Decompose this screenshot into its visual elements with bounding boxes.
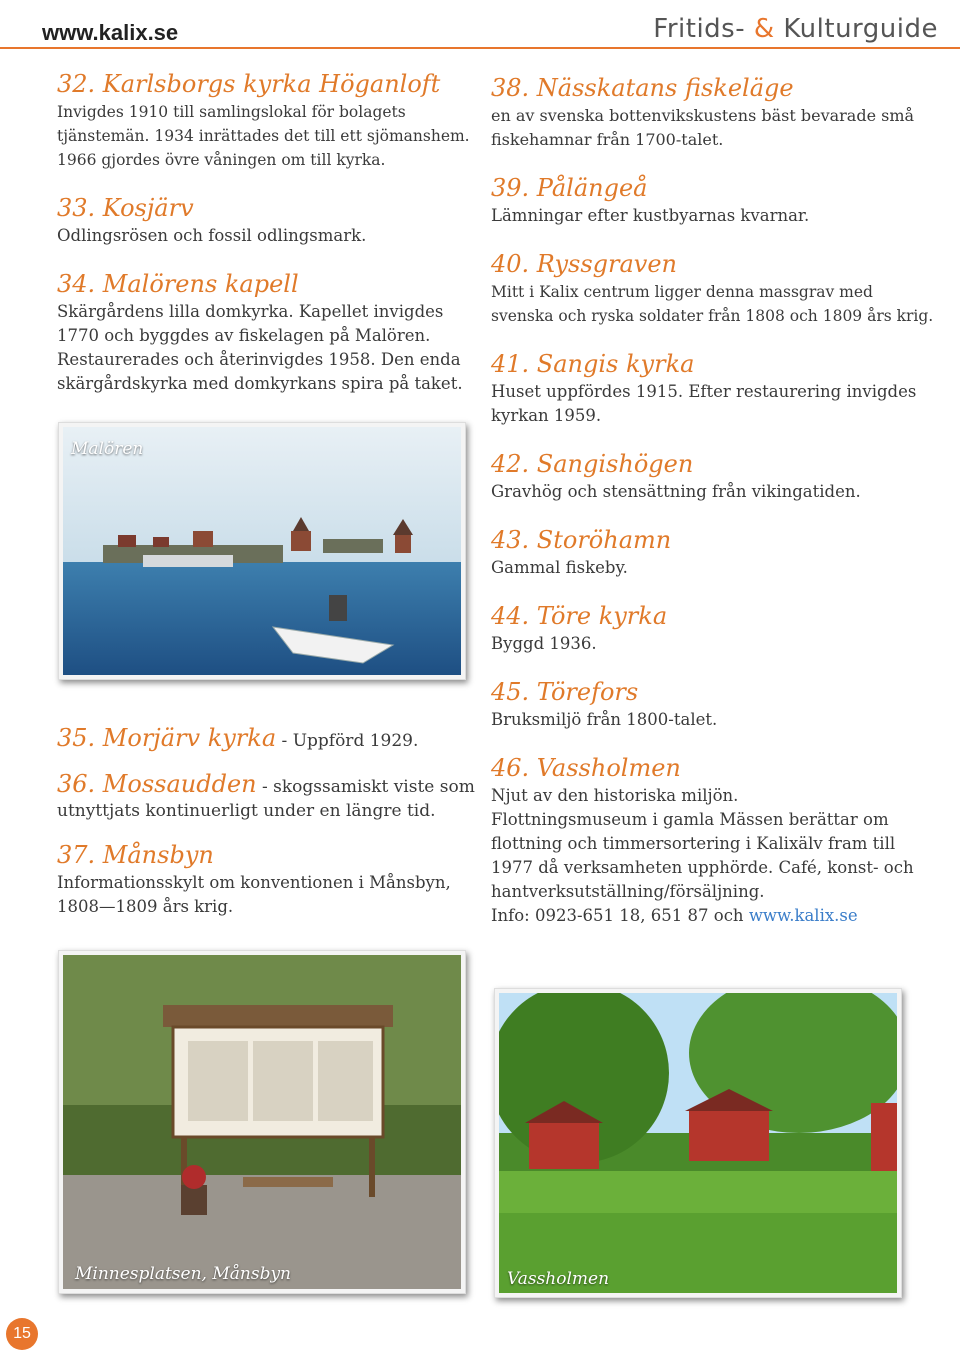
entry-37-text: Informationsskylt om konventionen i Månsbyn, 1808—1809 års krig. xyxy=(57,873,451,916)
right-column xyxy=(491,74,936,950)
maloren-photo-image xyxy=(63,427,461,675)
photo-mansbyn xyxy=(58,950,466,1294)
entry-43-title: 43. Storöhamn xyxy=(491,526,672,554)
entry-35-title: 35. Morjärv kyrka xyxy=(57,724,277,752)
entry-39-title: 39. Pålängeå xyxy=(491,174,648,202)
entry-34-title: 34. Malörens kapell xyxy=(57,270,299,298)
entry-33-text: Odlingsrösen och fossil odlingsmark. xyxy=(57,226,367,245)
guide-title xyxy=(653,14,938,44)
entry-32-text: Invigdes 1910 till samlingslokal för bolagets tjänstemän. 1934 inrättades det till ett sjömanshem. 1966 gjordes övre våningen om till kyrka. xyxy=(57,103,470,169)
entry-33 xyxy=(57,194,477,248)
caption-mansbyn: Minnesplatsen, Månsbyn xyxy=(75,1264,292,1284)
entry-35-text: - Uppförd 1929. xyxy=(276,731,419,751)
entry-37 xyxy=(57,841,477,919)
entry-45-text: Bruksmiljö från 1800-talet. xyxy=(491,710,718,729)
entry-46-info-prefix: Info: 0923-651 18, 651 87 och xyxy=(491,906,749,925)
entry-34 xyxy=(57,270,477,396)
entry-37-title: 37. Månsbyn xyxy=(57,841,214,869)
caption-maloren: Malören xyxy=(71,439,144,459)
entry-42-title: 42. Sangishögen xyxy=(491,450,694,478)
entry-46-title: 46. Vassholmen xyxy=(491,754,681,782)
site-url[interactable]: www.kalix.se xyxy=(42,20,179,45)
photo-vassholmen xyxy=(494,988,902,1298)
entry-38 xyxy=(491,74,936,152)
entry-33-title: 33. Kosjärv xyxy=(57,194,194,222)
mansbyn-photo-image xyxy=(63,955,461,1289)
entry-40-title: 40. Ryssgraven xyxy=(491,250,677,278)
header-rule xyxy=(0,47,960,49)
entry-36 xyxy=(57,770,477,823)
left-column-bottom xyxy=(57,724,477,941)
entry-34-text: Skärgårdens lilla domkyrka. Kapellet invigdes 1770 och byggdes av fiskelagen på Malören. Restaurerades och återinvigdes 1958. Den enda skärgårdskyrka med domkyrkans spira på taket. xyxy=(57,302,463,393)
entry-40-text: Mitt i Kalix centrum ligger denna massgrav med svenska och ryska soldater från 1808 och 1809 års krig. xyxy=(491,283,934,325)
entry-42 xyxy=(491,450,936,504)
entry-32-title: 32. Karlsborgs kyrka Höganloft xyxy=(57,70,441,98)
caption-vassholmen: Vassholmen xyxy=(507,1269,610,1289)
entry-36-title: 36. Mossaudden xyxy=(57,770,257,798)
entry-38-title: 38. Nässkatans fiskeläge xyxy=(491,74,794,102)
entry-45-title: 45. Törefors xyxy=(491,678,639,706)
entry-40 xyxy=(491,250,936,328)
entry-43 xyxy=(491,526,936,580)
entry-32 xyxy=(57,70,477,172)
entry-41-text: Huset uppfördes 1915. Efter restaurering invigdes kyrkan 1959. xyxy=(491,382,917,425)
entry-44-title: 44. Töre kyrka xyxy=(491,602,668,630)
entry-44-text: Byggd 1936. xyxy=(491,634,597,653)
entry-46-line1: Njut av den historiska miljön. xyxy=(491,786,739,805)
entry-46-text: Flottningsmuseum i gamla Mässen berättar om flottning och timmersortering i Kalixälv fram till 1977 då verksamheten upphörde. Café, konst- och hantverksutställning/försäljning. xyxy=(491,810,914,901)
entry-41 xyxy=(491,350,936,428)
entry-35 xyxy=(57,724,477,752)
entry-41-title: 41. Sangis kyrka xyxy=(491,350,695,378)
entry-43-text: Gammal fiskeby. xyxy=(491,558,628,577)
guide-title-part-a: Fritids- xyxy=(653,14,746,44)
entry-42-text: Gravhög och stensättning från vikingatiden. xyxy=(491,482,861,501)
entry-46-info xyxy=(491,904,936,928)
guide-title-part-b: Kulturguide xyxy=(783,14,938,44)
entry-39 xyxy=(491,174,936,228)
entry-46 xyxy=(491,754,936,928)
photo-maloren xyxy=(58,422,466,680)
entry-36-text: - skogssamiskt viste som utnyttjats kontinuerligt under en längre tid. xyxy=(57,777,475,821)
page-number-badge: 15 xyxy=(6,1318,38,1350)
left-column-top xyxy=(57,70,477,418)
entry-45 xyxy=(491,678,936,732)
guide-title-ampersand: & xyxy=(753,14,775,44)
entry-44 xyxy=(491,602,936,656)
entry-39-text: Lämningar efter kustbyarnas kvarnar. xyxy=(491,206,810,225)
vassholmen-photo-image xyxy=(499,993,897,1293)
entry-38-text: en av svenska bottenvikskustens bäst bevarade små fiskehamnar från 1700-talet. xyxy=(491,106,915,149)
entry-46-info-link[interactable]: www.kalix.se xyxy=(748,906,858,925)
